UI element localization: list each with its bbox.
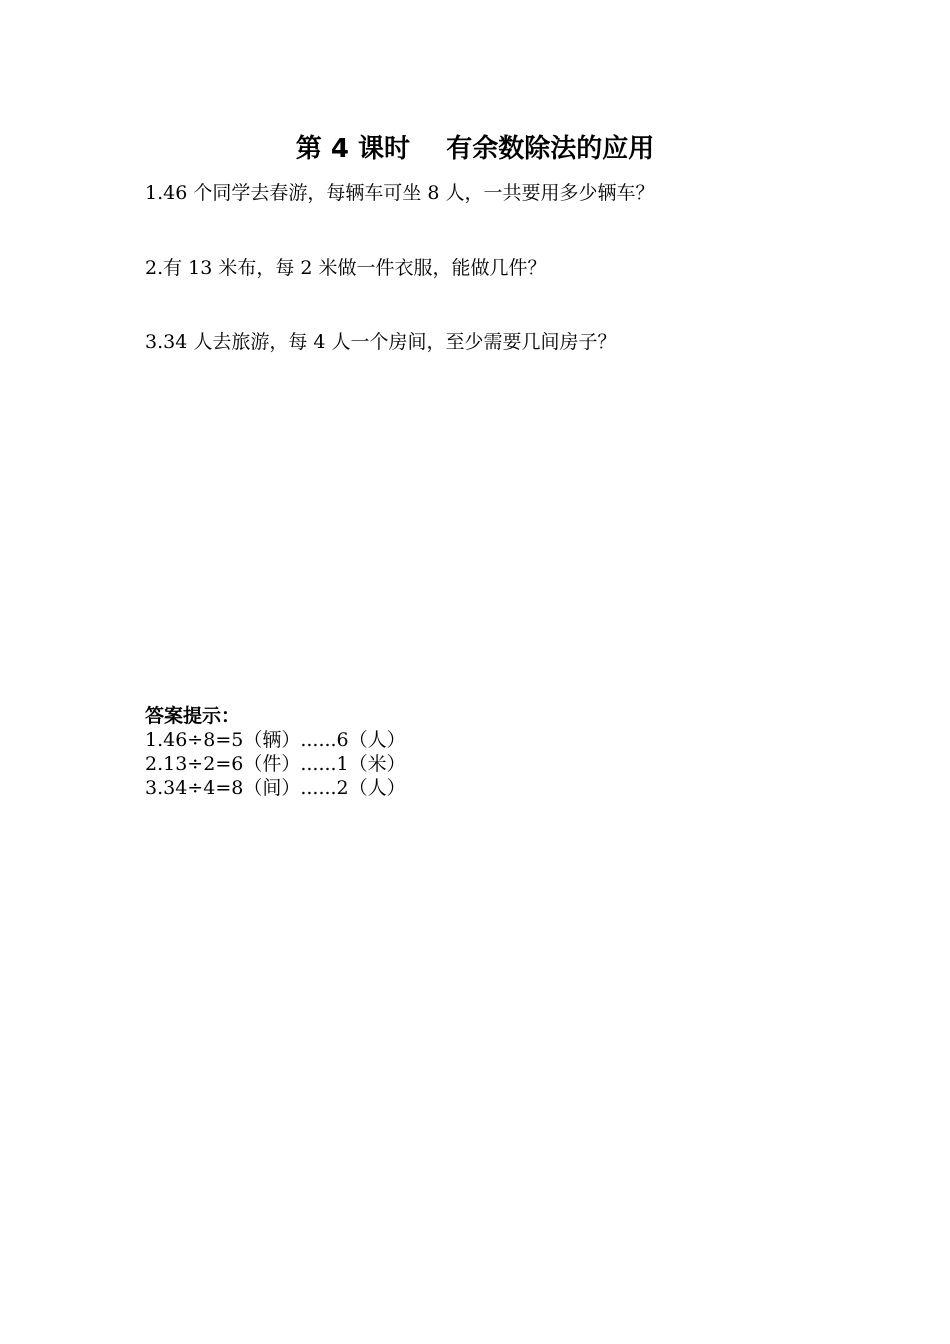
question-2: 2.有 13 米布，每 2 米做一件衣服，能做几件？ (145, 257, 547, 279)
answer-hints-heading: 答案提示： (145, 705, 241, 727)
answer-line-1: 1.46÷8=5（辆）......6（人） (145, 729, 406, 751)
answer-line-2: 2.13÷2=6（件）......1（米） (145, 753, 406, 775)
question-1: 1.46 个同学去春游，每辆车可坐 8 人，一共要用多少辆车？ (145, 182, 655, 204)
page-title: 第 4 课时 有余数除法的应用 (295, 134, 655, 164)
answer-hints-section (145, 704, 406, 800)
question-3: 3.34 人去旅游，每 4 人一个房间，至少需要几间房子？ (145, 331, 617, 353)
answer-line-3: 3.34÷4=8（间）......2（人） (145, 777, 406, 799)
